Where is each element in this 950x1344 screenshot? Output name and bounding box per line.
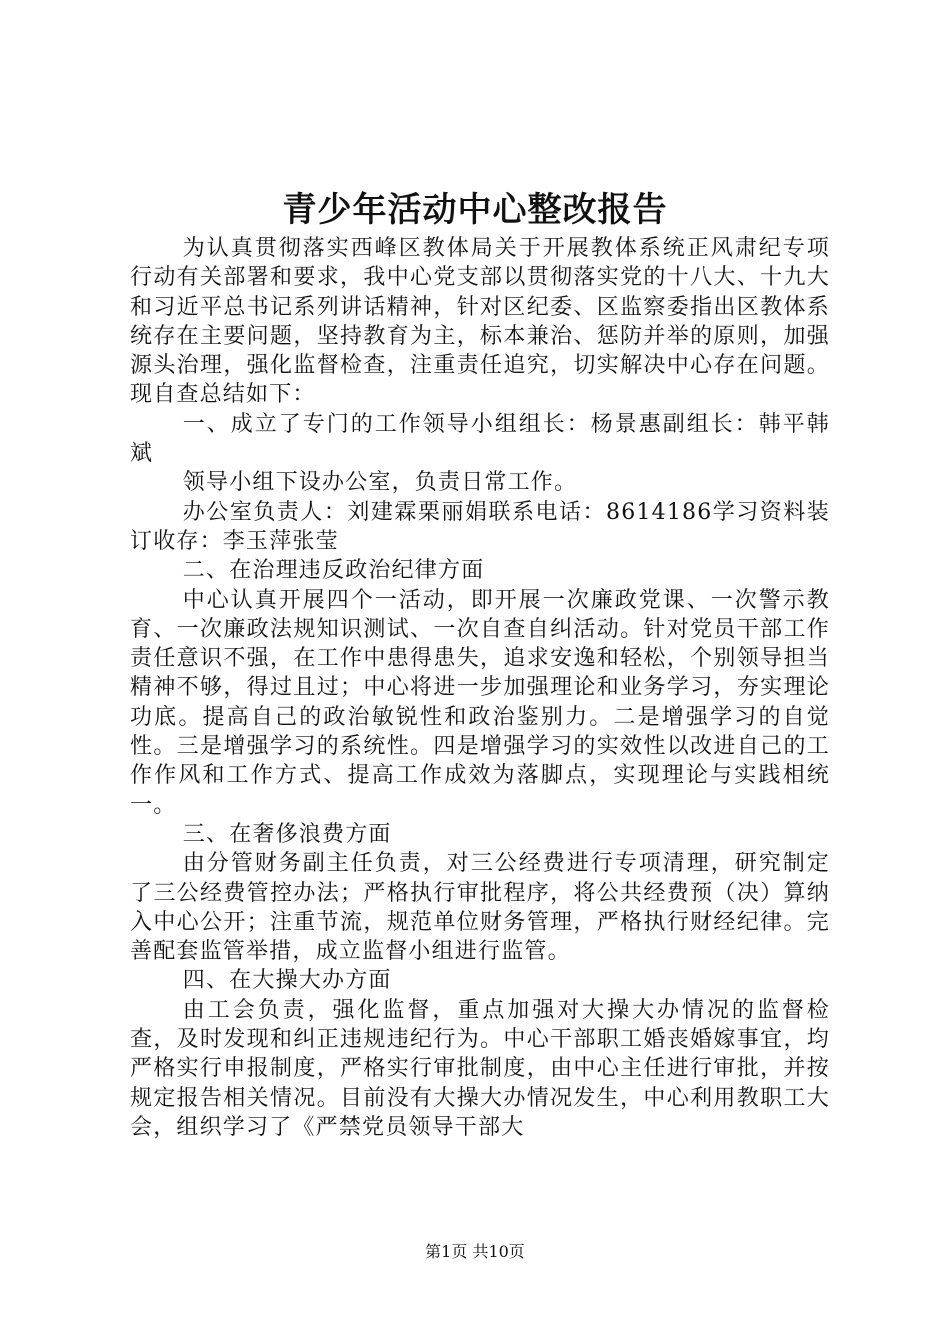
- document-body: [130, 234, 830, 1142]
- paragraph-office-contacts: 办公室负责人：刘建霖栗丽娟联系电话：8614186学习资料装订收存：李玉萍张莹: [130, 499, 830, 554]
- page-number-footer: 第1页 共10页: [425, 1242, 525, 1261]
- paragraph-office-setup: 领导小组下设办公室，负责日常工作。: [182, 470, 578, 496]
- paragraph-section-3-body: 由分管财务副主任负责，对三公经费进行专项清理，研究制定了三公经费管控办法；严格执行审批程序，将公共经费预（决）算纳入中心公开；注重节流，规范单位财务管理，严格执行财经纪律。完善配套监管举措，成立监督小组进行监管。: [130, 851, 830, 965]
- paragraph-section-4-heading: 四、在大操大办方面: [182, 968, 392, 994]
- paragraph-section-2-body: 中心认真开展四个一活动，即开展一次廉政党课、一次警示教育、一次廉政法规知识测试、一次自查自纠活动。针对党员干部工作责任意识不强，在工作中患得患失，追求安逸和轻松，个别领导担当精神不够，得过且过；中心将进一步加强理论和业务学习，夯实理论功底。提高自己的政治敏锐性和政治鉴别力。二是增强学习的自觉性。三是增强学习的系统性。四是增强学习的实效性以改进自己的工作作风和工作方式、提高工作成效为落脚点，实现理论与实践相统一。: [130, 587, 830, 818]
- paragraph-intro: 为认真贯彻落实西峰区教体局关于开展教体系统正风肃纪专项行动有关部署和要求，我中心党支部以贯彻落实党的十八大、十九大和习近平总书记系列讲话精神，针对区纪委、区监察委指出区教体系统存在主要问题，坚持教育为主，标本兼治、惩防并举的原则，加强源头治理，强化监督检查，注重责任追究，切实解决中心存在问题。现自查总结如下：: [130, 236, 830, 408]
- paragraph-section-2-heading: 二、在治理违反政治纪律方面: [182, 558, 485, 584]
- document-title: 青少年活动中心整改报告: [282, 190, 668, 230]
- paragraph-section-3-heading: 三、在奢侈浪费方面: [182, 821, 392, 847]
- paragraph-section-4-body: 由工会负责，强化监督，重点加强对大操大办情况的监督检查，及时发现和纠正违规违纪行为。中心干部职工婚丧婚嫁事宜，均严格实行申报制度，严格实行审批制度，由中心主任进行审批，并按规定报告相关情况。目前没有大操大办情况发生，中心利用教职工大会，组织学习了《严禁党员领导干部大: [130, 997, 830, 1140]
- paragraph-section-1-heading: 一、成立了专门的工作领导小组组长：杨景惠副组长：韩平韩斌: [130, 411, 830, 467]
